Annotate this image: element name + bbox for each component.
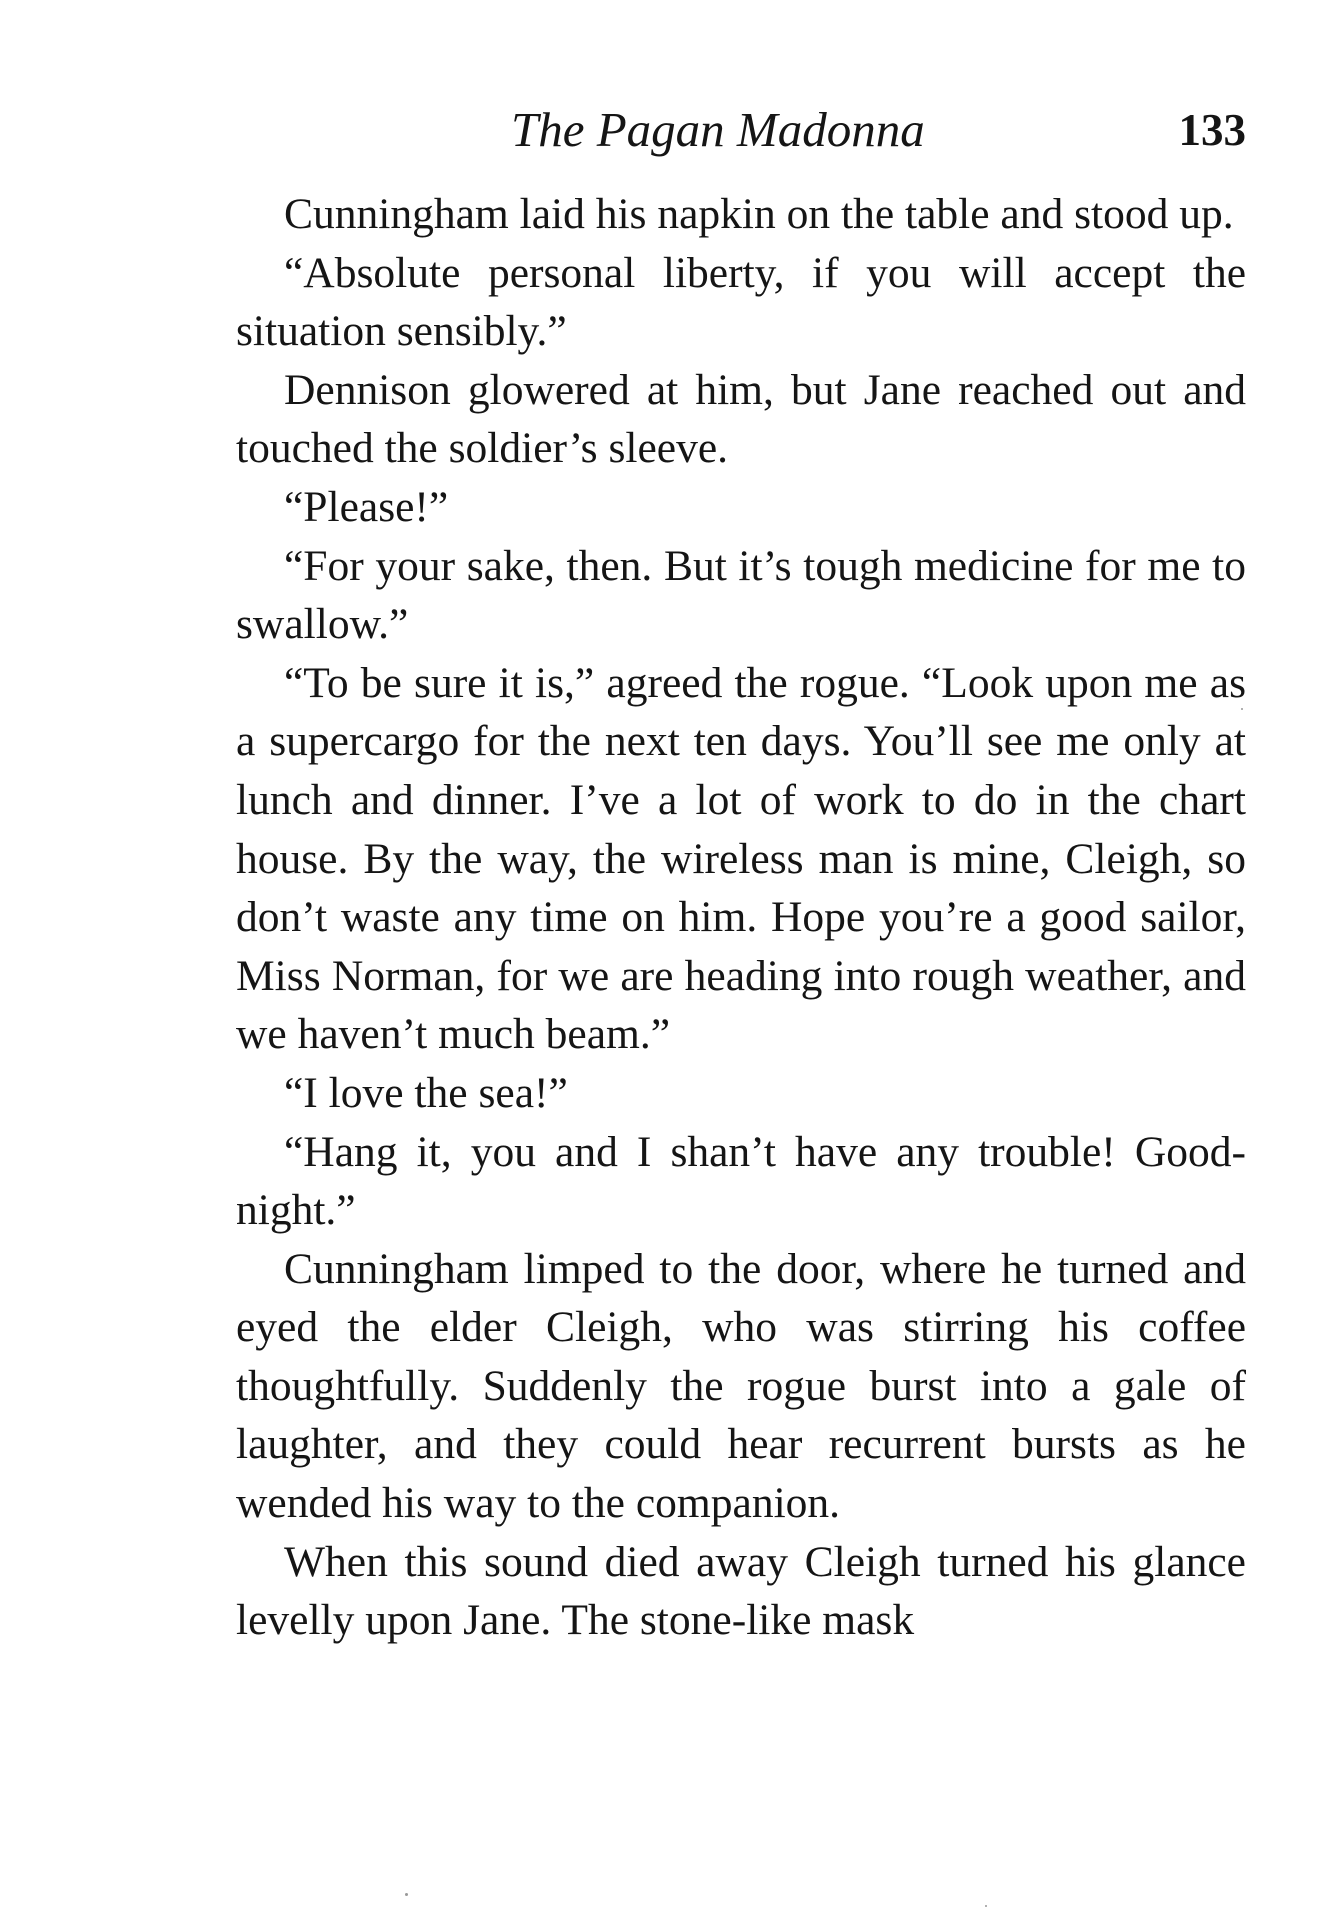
- paragraph: Dennison glowered at him, but Jane reached out and touched the soldier’s sleeve.: [236, 365, 1246, 473]
- page-number: 133: [1178, 105, 1246, 155]
- running-title: The Pagan Madonna: [511, 102, 925, 157]
- paper-speck: [1241, 708, 1243, 710]
- paragraph: Cunningham limped to the door, where he turned and eyed the elder Cleigh, who was stirring his coffee thoughtfully. Suddenly the rogue burst into a gale of laughter, and they could hear recurrent bursts as he wended his way to the companion.: [236, 1244, 1246, 1528]
- paper-speck: [985, 1905, 987, 1907]
- paragraph: “I love the sea!”: [284, 1068, 568, 1117]
- paragraph: “For your sake, then. But it’s tough medicine for me to swallow.”: [236, 541, 1246, 649]
- paragraph: “Absolute personal liberty, if you will accept the situation sensibly.”: [236, 248, 1246, 356]
- paragraph: “Please!”: [284, 482, 449, 531]
- running-header: [236, 98, 1246, 162]
- paragraph: “Hang it, you and I shan’t have any trouble! Good-night.”: [236, 1127, 1246, 1235]
- paragraph: Cunningham laid his napkin on the table and stood up.: [284, 190, 1234, 238]
- paper-speck: [405, 1893, 408, 1896]
- body-text: [236, 185, 1246, 1650]
- paragraph: “To be sure it is,” agreed the rogue. “Look upon me as a supercargo for the next ten days. You’ll see me only at lunch and dinner. I’ve a lot of work to do in the chart house. By the way, the wireless man is mine, Cleigh, so don’t waste any time on him. Hope you’re a good sailor, Miss Norman, for we are heading into rough weather, and we haven’t much beam.”: [236, 658, 1246, 1059]
- paragraph: When this sound died away Cleigh turned his glance levelly upon Jane. The stone-like mask: [236, 1537, 1246, 1645]
